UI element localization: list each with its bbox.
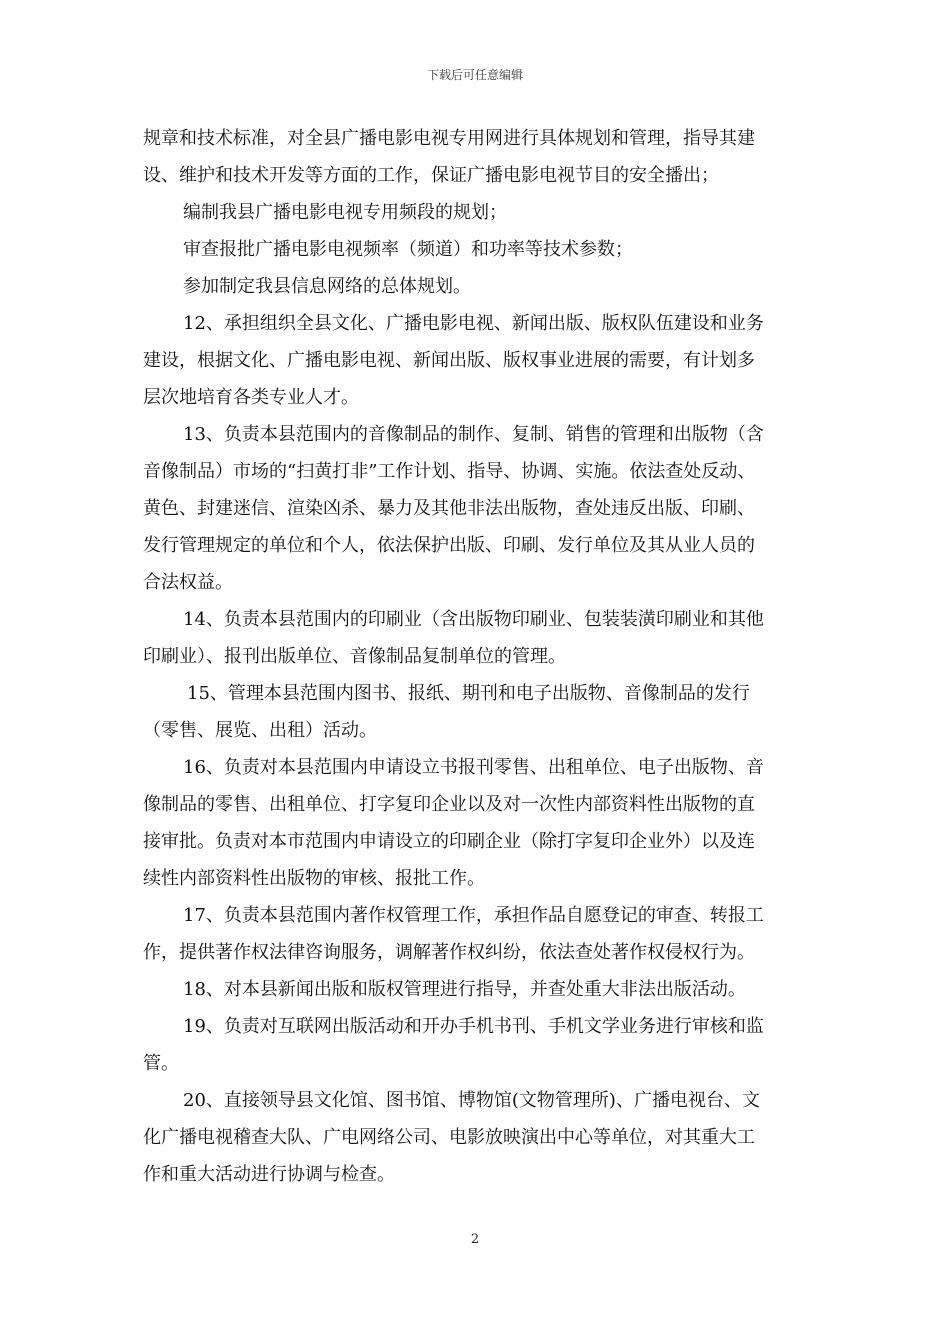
text-line: 黄色、封建迷信、渲染凶杀、暴力及其他非法出版物，查处违反出版、印刷、 (143, 498, 755, 519)
text-line: 接审批。负责对本市范围内申请设立的印刷企业（除打字复印企业外）以及连 (143, 831, 755, 852)
text-line: 18、对本县新闻出版和版权管理进行指导，并查处重大非法出版活动。 (183, 979, 746, 1000)
text-line: 编制我县广播电影电视专用频段的规划； (183, 202, 507, 223)
text-line: 管。 (143, 1053, 179, 1074)
text-line: 15、管理本县范围内图书、报纸、期刊和电子出版物、音像制品的发行 (187, 683, 750, 704)
text-line: （零售、展览、出租）活动。 (143, 720, 377, 741)
text-line: 14、负责本县范围内的印刷业（含出版物印刷业、包装装潢印刷业和其他 (183, 609, 764, 630)
text-line: 化广播电视稽查大队、广电网络公司、电影放映演出中心等单位，对其重大工 (143, 1127, 755, 1148)
text-line: 19、负责对互联网出版活动和开办手机书刊、手机文学业务进行审核和监 (183, 1016, 764, 1037)
text-line: 20、直接领导县文化馆、图书馆、博物馆(文物管理所)、广播电视台、文 (183, 1090, 760, 1111)
text-line: 续性内部资料性出版物的审核、报批工作。 (143, 868, 485, 889)
text-line: 17、负责本县范围内著作权管理工作，承担作品自愿登记的审查、转报工 (183, 905, 764, 926)
text-line: 作，提供著作权法律咨询服务，调解著作权纠纷，依法查处著作权侵权行为。 (143, 942, 755, 963)
text-line: 12、承担组织全县文化、广播电影电视、新闻出版、版权队伍建设和业务 (183, 313, 764, 334)
text-line: 印刷业）、报刊出版单位、音像制品复制单位的管理。 (143, 646, 566, 667)
text-line: 作和重大活动进行协调与检查。 (143, 1164, 395, 1185)
text-line: 层次地培育各类专业人才。 (143, 387, 359, 408)
text-line: 16、负责对本县范围内申请设立书报刊零售、出租单位、电子出版物、音 (183, 757, 764, 778)
text-line: 13、负责本县范围内的音像制品的制作、复制、销售的管理和出版物（含 (183, 424, 764, 445)
text-line: 设、维护和技术开发等方面的工作，保证广播电影电视节目的安全播出； (143, 165, 719, 186)
page-number: 2 (470, 1232, 480, 1247)
text-line: 审查报批广播电影电视频率（频道）和功率等技术参数； (183, 239, 633, 260)
page-header: 下载后可任意编辑 (426, 68, 523, 82)
text-line: 建设，根据文化、广播电影电视、新闻出版、版权事业进展的需要，有计划多 (143, 350, 755, 371)
text-line: 像制品的零售、出租单位、打字复印企业以及对一次性内部资料性出版物的直 (143, 794, 755, 815)
text-line: 发行管理规定的单位和个人，依法保护出版、印刷、发行单位及其从业人员的 (143, 535, 755, 556)
document-body (143, 120, 811, 1193)
text-line: 规章和技术标准，对全县广播电影电视专用网进行具体规划和管理，指导其建 (143, 128, 755, 149)
text-line: 合法权益。 (143, 572, 233, 593)
text-line: 参加制定我县信息网络的总体规划。 (183, 276, 471, 297)
text-line: 音像制品）市场的“扫黄打非”工作计划、指导、协调、实施。依法查处反动、 (143, 461, 756, 482)
